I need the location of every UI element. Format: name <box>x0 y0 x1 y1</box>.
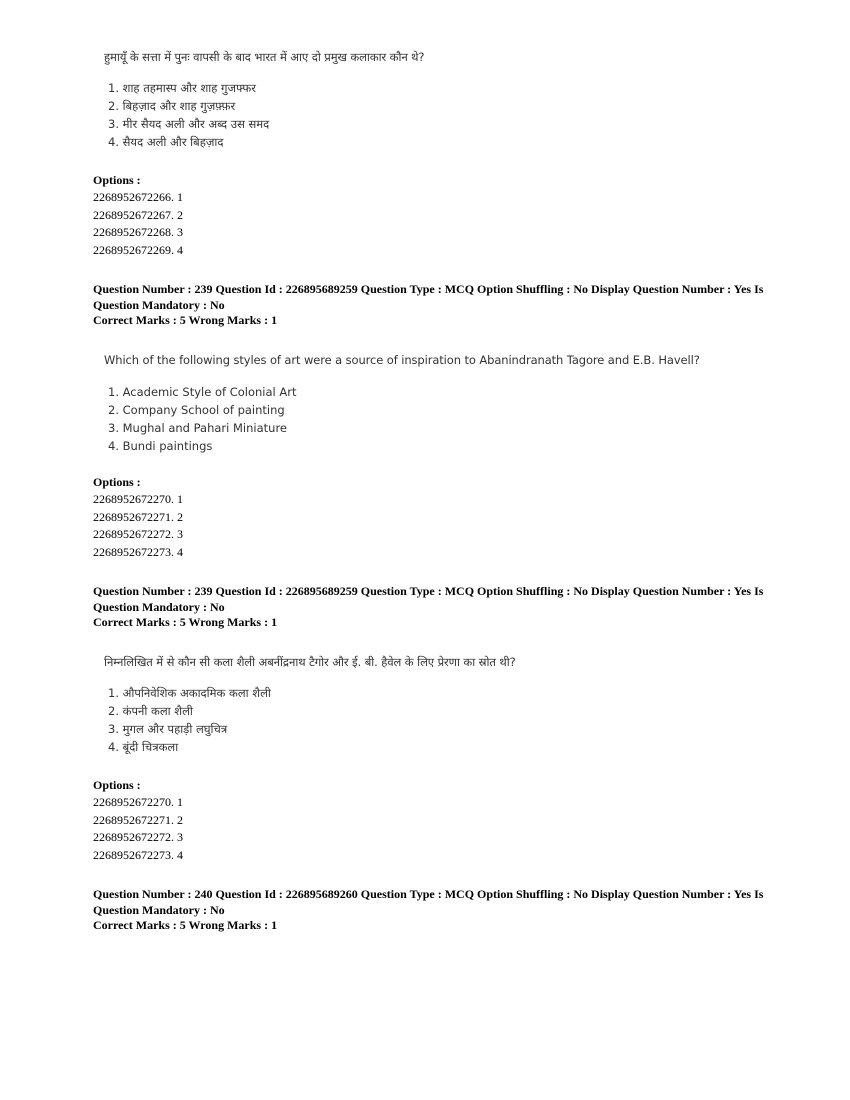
answer-choice-list <box>108 684 271 756</box>
question-text: निम्नलिखित में से कौन सी कला शैली अबनींद्रनाथ टैगोर और ई. बी. हैवेल के लिए प्रेरणा का स्रोत थी? <box>104 655 516 669</box>
question-meta-line: Question Number : 239 Question Id : 226895689259 Question Type : MCQ Option Shuffling : No Display Question Number : Yes Is <box>93 282 764 296</box>
option-code: 2268952672269. 4 <box>93 243 183 258</box>
answer-choice-list <box>108 79 269 151</box>
option-code: 2268952672268. 3 <box>93 225 183 240</box>
question-meta-line: Question Mandatory : No <box>93 902 225 917</box>
answer-choice: 2. Company School of painting <box>108 403 285 417</box>
options-heading: Options : <box>93 173 141 187</box>
answer-choice: 4. Bundi paintings <box>108 439 213 453</box>
answer-choice: 3. Mughal and Pahari Miniature <box>108 421 287 435</box>
option-code: 2268952672271. 2 <box>93 812 183 827</box>
option-code-list <box>93 794 183 865</box>
answer-choice: 1. शाह तहमास्प और शाह गुजफ्फर <box>108 81 256 95</box>
answer-choice: 1. Academic Style of Colonial Art <box>108 385 297 399</box>
option-code: 2268952672273. 4 <box>93 545 183 560</box>
option-code: 2268952672267. 2 <box>93 207 183 222</box>
question-text: हुमायूँ के सत्ता में पुनः वापसी के बाद भारत में आए दो प्रमुख कलाकार कौन थे? <box>104 50 425 64</box>
option-code: 2268952672273. 4 <box>93 848 183 863</box>
option-code: 2268952672270. 1 <box>93 795 183 809</box>
question-meta-line: Question Mandatory : No <box>93 297 225 312</box>
answer-choice: 4. बूंदी चित्रकला <box>108 740 179 754</box>
question-meta-line: Question Number : 240 Question Id : 226895689260 Question Type : MCQ Option Shuffling : No Display Question Number : Yes Is <box>93 887 764 901</box>
question-text: Which of the following styles of art were a source of inspiration to Abanindranath Tagore and E.B. Havell? <box>104 353 700 367</box>
answer-choice: 3. मीर सैयद अली और अब्द उस समद <box>108 117 270 131</box>
answer-choice-list <box>108 383 296 455</box>
question-meta-line: Question Number : 239 Question Id : 226895689259 Question Type : MCQ Option Shuffling : No Display Question Number : Yes Is <box>93 584 764 598</box>
answer-choice: 4. सैयद अली और बिहज़ाद <box>108 135 224 149</box>
question-meta <box>93 887 783 934</box>
marks-line: Correct Marks : 5 Wrong Marks : 1 <box>93 615 278 629</box>
answer-choice: 2. बिहज़ाद और शाह गुज़फ़्फ़र <box>108 99 236 113</box>
answer-choice: 1. औपनिवेशिक अकादमिक कला शैली <box>108 686 271 700</box>
options-heading: Options : <box>93 475 141 489</box>
marks-line: Correct Marks : 5 Wrong Marks : 1 <box>93 918 278 932</box>
answer-choice: 3. मुगल और पहाड़ी लघुचित्र <box>108 722 228 736</box>
option-code-list <box>93 491 183 562</box>
options-heading: Options : <box>93 778 141 792</box>
question-meta <box>93 282 783 329</box>
option-code-list <box>93 189 183 260</box>
marks-line: Correct Marks : 5 Wrong Marks : 1 <box>93 313 278 327</box>
question-meta <box>93 584 783 631</box>
option-code: 2268952672270. 1 <box>93 492 183 506</box>
option-code: 2268952672266. 1 <box>93 190 183 204</box>
option-code: 2268952672272. 3 <box>93 830 183 845</box>
option-code: 2268952672271. 2 <box>93 509 183 524</box>
question-meta-line: Question Mandatory : No <box>93 599 225 614</box>
option-code: 2268952672272. 3 <box>93 527 183 542</box>
answer-choice: 2. कंपनी कला शैली <box>108 704 193 718</box>
